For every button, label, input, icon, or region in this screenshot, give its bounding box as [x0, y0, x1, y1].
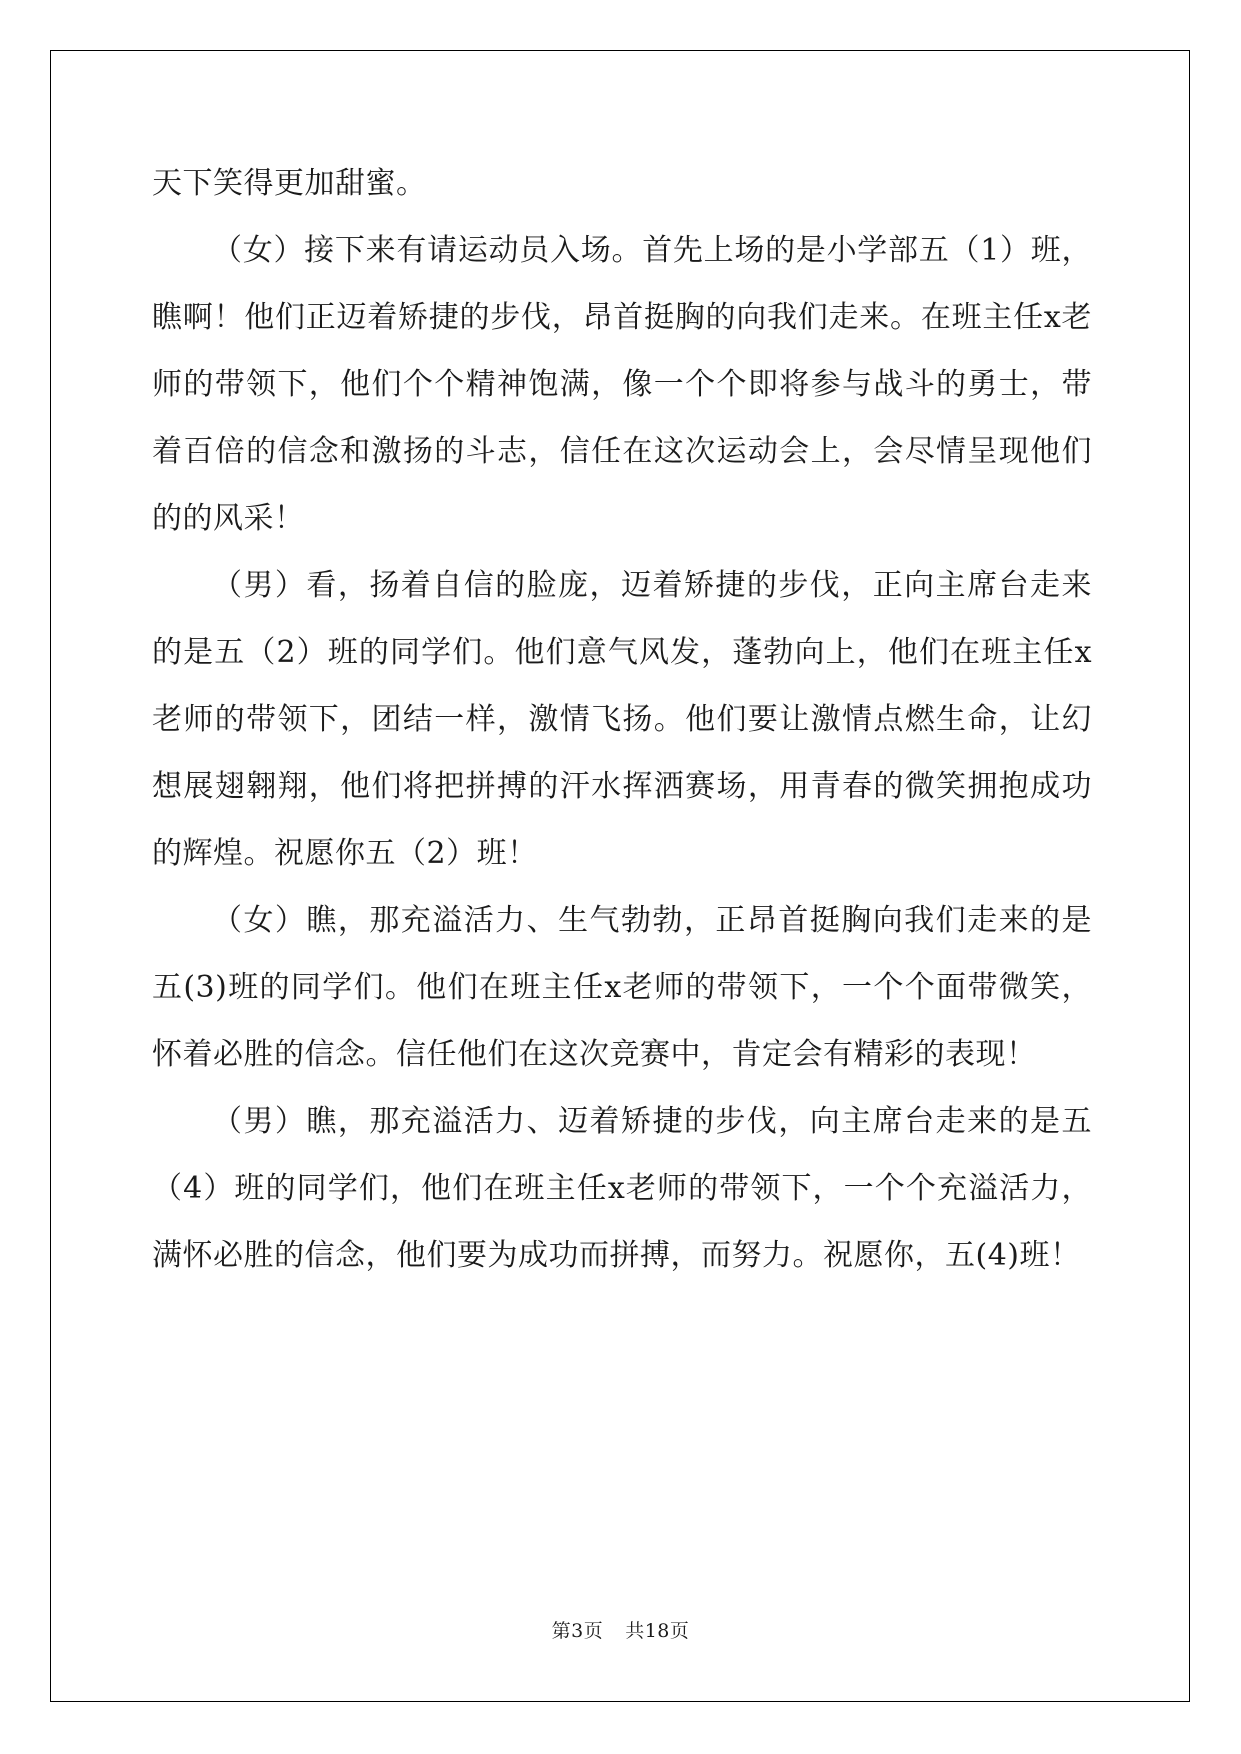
page-number: 第3页 [551, 1620, 604, 1642]
document-body [152, 150, 1092, 1289]
paragraph-5: （男）瞧，那充溢活力、迈着矫捷的步伐，向主席台走来的是五（4）班的同学们，他们在班主任x老师的带领下，一个个充溢活力，满怀必胜的信念，他们要为成功而拼搏，而努力。祝愿你，五(4)班！ [152, 1104, 1092, 1273]
paragraph-1: 天下笑得更加甜蜜。 [152, 166, 427, 201]
paragraph-4: （女）瞧，那充溢活力、生气勃勃，正昂首挺胸向我们走来的是五(3)班的同学们。他们在班主任x老师的带领下，一个个面带微笑，怀着必胜的信念。信任他们在这次竞赛中，肯定会有精彩的表现！ [152, 903, 1092, 1072]
page-total: 共18页 [625, 1620, 690, 1642]
paragraph-2: （女）接下来有请运动员入场。首先上场的是小学部五（1）班，瞧啊！他们正迈着矫捷的步伐，昂首挺胸的向我们走来。在班主任x老师的带领下，他们个个精神饱满，像一个个即将参与战斗的勇士，带着百倍的信念和激扬的斗志，信任在这次运动会上，会尽情呈现他们的的风采！ [152, 233, 1092, 536]
page-footer [0, 1616, 1241, 1643]
paragraph-3: （男）看，扬着自信的脸庞，迈着矫捷的步伐，正向主席台走来的是五（2）班的同学们。他们意气风发，蓬勃向上，他们在班主任x老师的带领下，团结一样，激情飞扬。他们要让激情点燃生命，让幻想展翅翱翔，他们将把拼搏的汗水挥洒赛场，用青春的微笑拥抱成功的辉煌。祝愿你五（2）班！ [152, 568, 1092, 871]
